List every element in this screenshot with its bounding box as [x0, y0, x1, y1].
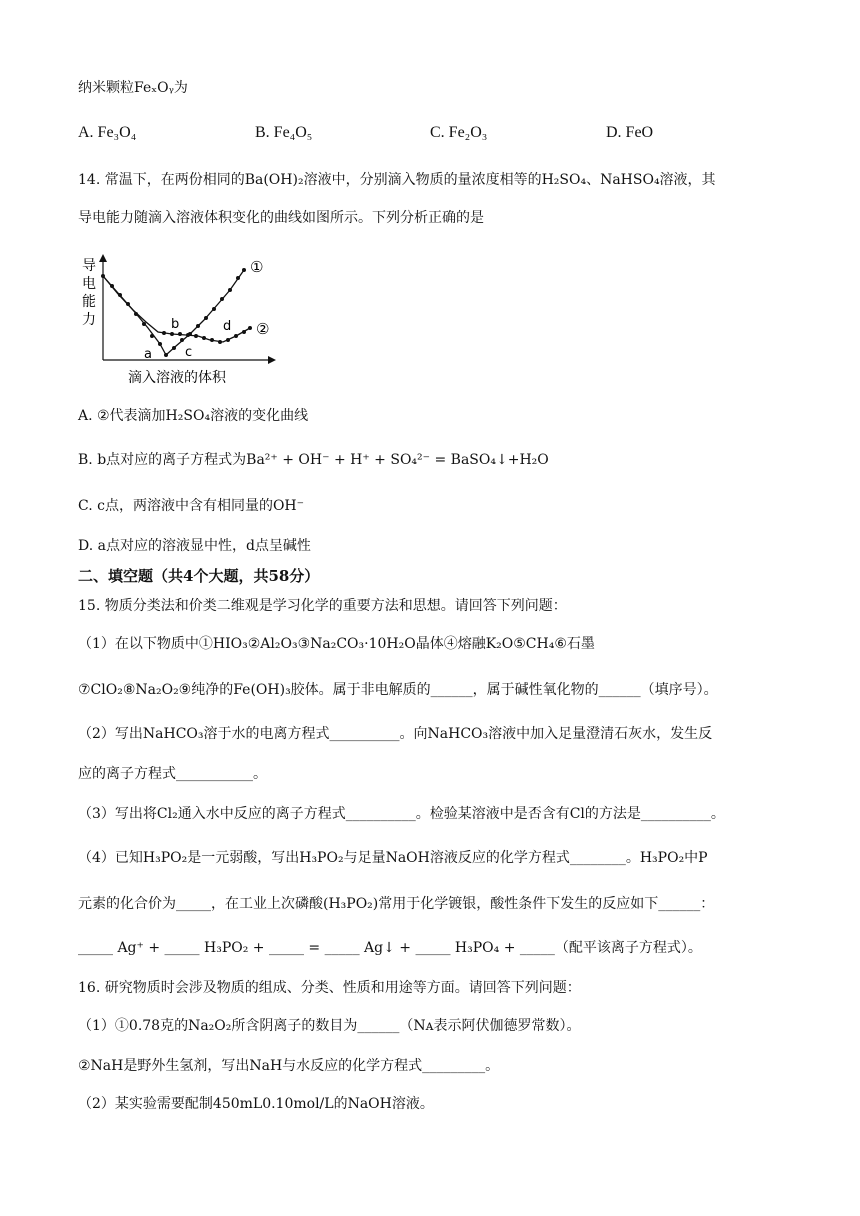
point-label-d: d [223, 319, 232, 334]
curve-label-1: ① [250, 258, 264, 276]
q15-part1-line1: （1）在以下物质中①HIO₃②Al₂O₃③Na₂CO₃·10H₂O晶体④熔融K₂O⑤CH₄⑥石墨 [78, 636, 595, 652]
q13-option-d: D. FeO [606, 124, 654, 141]
y-label-char-1: 导 [82, 258, 96, 274]
x-axis-arrow [268, 356, 276, 364]
conductivity-chart [78, 248, 288, 388]
q14-option-c: C. c点，两溶液中含有相同量的OH⁻ [78, 498, 305, 514]
q16-part1a: （1）①0.78克的Na₂O₂所含阴离子的数目为______（Nᴀ表示阿伏伽德罗常数）。 [78, 1018, 581, 1034]
y-label-char-4: 力 [82, 312, 96, 328]
q15-stem: 15. 物质分类法和价类二维观是学习化学的重要方法和思想。请回答下列问题： [78, 598, 567, 614]
q13-option-a: A. Fe₃O₄ [78, 124, 137, 141]
q15-part3: （3）写出将Cl₂通入水中反应的离子方程式__________。检验某溶液中是否含有Cl的方法是__________。 [78, 806, 725, 822]
q16-stem: 16. 研究物质时会涉及物质的组成、分类、性质和用途等方面。请回答下列问题： [78, 980, 581, 996]
q15-part4-line3: _____ Ag⁺ + _____ H₃PO₂ + _____ = _____ Ag↓ + _____ H₃PO₄ + _____（配平该离子方程式）。 [78, 940, 702, 956]
q16-part1b: ②NaH是野外生氢剂，写出NaH与水反应的化学方程式_________。 [78, 1058, 500, 1074]
q14-option-d: D. a点对应的溶液显中性，d点呈碱性 [78, 538, 311, 554]
curve-points [101, 268, 252, 357]
y-label-char-2: 电 [82, 276, 96, 292]
point-label-b: b [171, 317, 180, 332]
q15-part2-line1: （2）写出NaHCO₃溶于水的电离方程式__________。向NaHCO₃溶液中加入足量澄清石灰水，发生反 [78, 726, 713, 742]
q14-stem-line1: 14. 常温下，在两份相同的Ba(OH)₂溶液中，分别滴入物质的量浓度相等的H₂SO₄、NaHSO₄溶液，其 [78, 172, 716, 188]
section-heading: 二、填空题（共4个大题，共58分） [78, 567, 320, 585]
q15-part1-line2: ⑦ClO₂⑧Na₂O₂⑨纯净的Fe(OH)₃胶体。属于非电解质的______，属于碱性氧化物的______（填序号）。 [78, 682, 718, 698]
point-label-c: c [185, 345, 193, 360]
q15-part2-line2: 应的离子方程式___________。 [78, 766, 267, 782]
q14-stem-line2: 导电能力随滴入溶液体积变化的曲线如图所示。下列分析正确的是 [78, 210, 484, 226]
q16-part2: （2）某实验需要配制450mL0.10mol/L的NaOH溶液。 [78, 1096, 434, 1112]
q15-part4-line2: 元素的化合价为_____，在工业上次磷酸(H₃PO₂)常用于化学镀银，酸性条件下发生的反应如下______： [78, 896, 715, 912]
x-axis-label: 滴入溶液的体积 [128, 370, 226, 386]
curve-label-2: ② [256, 320, 270, 338]
q13-option-b: B. Fe₄O₅ [255, 124, 313, 141]
q13-option-c: C. Fe₂O₃ [430, 124, 488, 141]
q15-part4-line1: （4）已知H₃PO₂是一元弱酸，写出H₃PO₂与足量NaOH溶液反应的化学方程式________。H₃PO₂中P [78, 850, 708, 866]
y-axis-arrow [99, 254, 107, 262]
y-label-char-3: 能 [82, 294, 96, 310]
point-label-a: a [144, 347, 152, 362]
q13-stem-tail: 纳米颗粒FeₓOᵧ为 [78, 80, 188, 96]
q14-option-a: A. ②代表滴加H₂SO₄溶液的变化曲线 [78, 408, 309, 424]
q14-option-b: B. b点对应的离子方程式为Ba²⁺ + OH⁻ + H⁺ + SO₄²⁻ = BaSO₄↓+H₂O [78, 452, 549, 468]
